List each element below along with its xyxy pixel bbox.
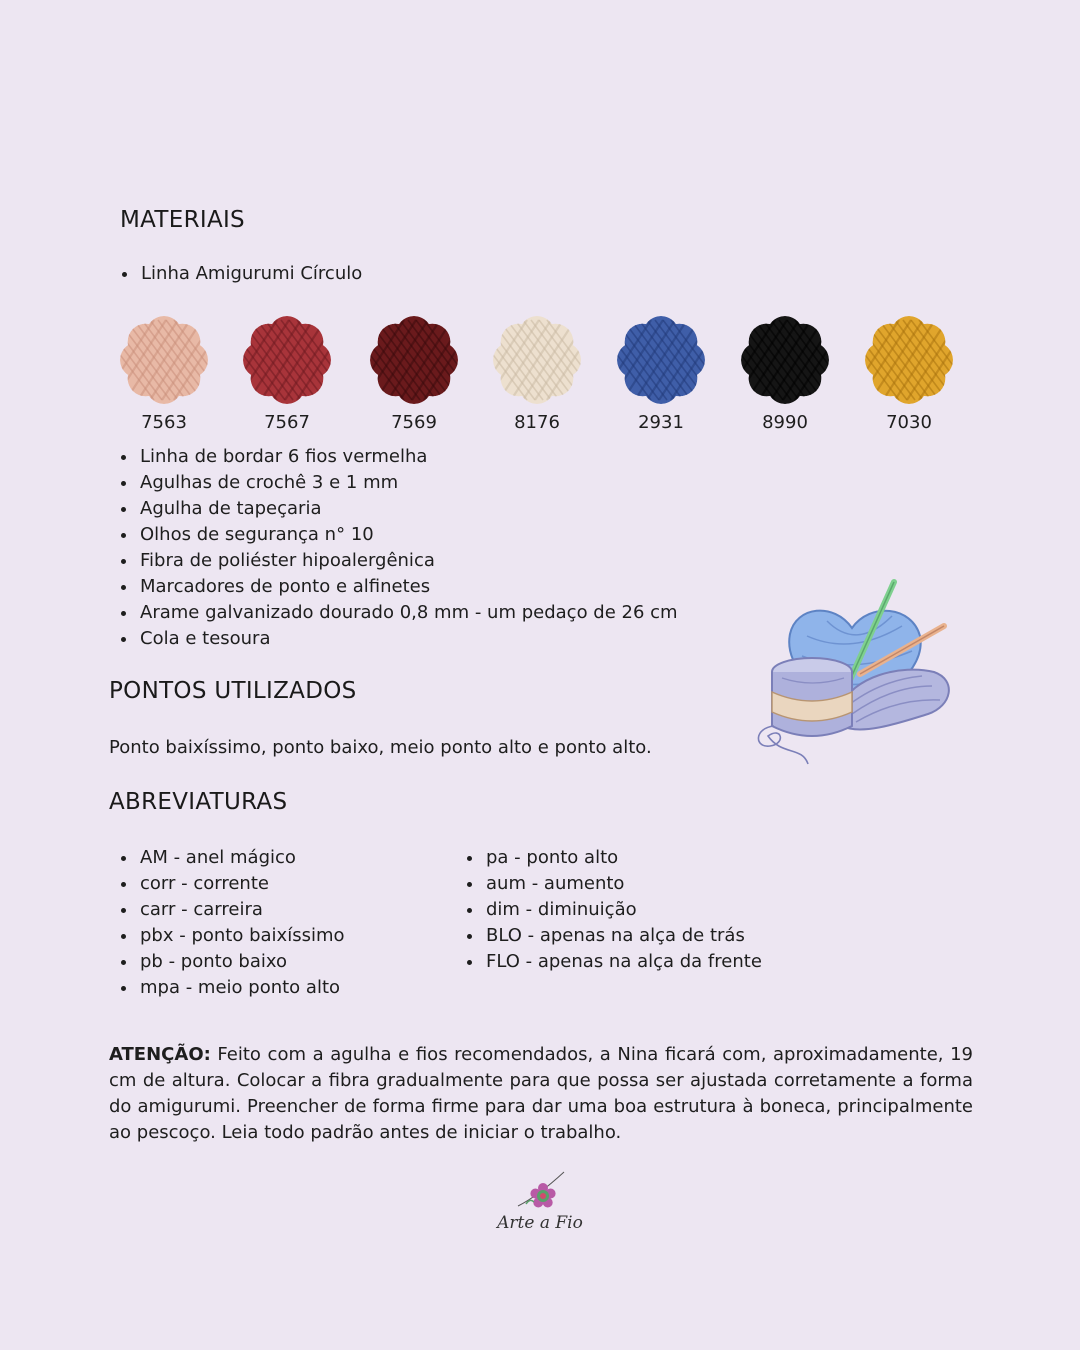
abbreviations-title: ABREVIATURAS: [109, 789, 288, 815]
yarn-code: 7569: [391, 412, 437, 433]
attention-paragraph: [109, 1042, 973, 1146]
abbreviation-item: dim - diminuição: [455, 897, 762, 923]
materials-item: Cola e tesoura: [109, 626, 678, 652]
yarn-ball-icon: [118, 314, 210, 406]
abbreviation-item: AM - anel mágico: [109, 845, 345, 871]
stitches-text: Ponto baixíssimo, ponto baixo, meio ponto alto e ponto alto.: [109, 737, 652, 758]
yarn-code: 7030: [886, 412, 932, 433]
stitches-title: PONTOS UTILIZADOS: [109, 678, 357, 704]
yarn-ball-icon: [491, 314, 583, 406]
yarn-ball-icon: [739, 314, 831, 406]
yarn-swatch: [489, 314, 585, 433]
abbreviation-item: FLO - apenas na alça da frente: [455, 949, 762, 975]
materials-item: Linha de bordar 6 fios vermelha: [109, 444, 678, 470]
yarn-list: [110, 261, 362, 287]
materials-item: Marcadores de ponto e alfinetes: [109, 574, 678, 600]
yarn-code: 7563: [141, 412, 187, 433]
attention-label: ATENÇÃO:: [109, 1044, 211, 1065]
materials-item: Agulha de tapeçaria: [109, 496, 678, 522]
abbreviation-item: corr - corrente: [109, 871, 345, 897]
abbreviation-item: mpa - meio ponto alto: [109, 975, 345, 1001]
yarn-ball-icon: [241, 314, 333, 406]
yarn-swatch: [861, 314, 957, 433]
materials-item: Arame galvanizado dourado 0,8 mm - um pedaço de 26 cm: [109, 600, 678, 626]
materials-list: [109, 444, 678, 652]
abbreviations-right-list: [455, 845, 762, 975]
materials-item: Fibra de poliéster hipoalergênica: [109, 548, 678, 574]
yarn-swatches: [116, 314, 956, 438]
abbreviations-left-list: [109, 845, 345, 1001]
abbreviation-item: BLO - apenas na alça de trás: [455, 923, 762, 949]
yarn-item: Linha Amigurumi Círculo: [110, 261, 362, 287]
yarn-code: 8176: [514, 412, 560, 433]
yarn-code: 7567: [264, 412, 310, 433]
abbreviation-item: carr - carreira: [109, 897, 345, 923]
yarn-swatch: [366, 314, 462, 433]
abbreviation-item: pa - ponto alto: [455, 845, 762, 871]
yarn-ball-icon: [863, 314, 955, 406]
yarn-swatch: [613, 314, 709, 433]
abbreviation-item: pb - ponto baixo: [109, 949, 345, 975]
yarn-and-hooks-illustration: [752, 576, 957, 774]
materials-item: Agulhas de crochê 3 e 1 mm: [109, 470, 678, 496]
yarn-swatch: [116, 314, 212, 433]
yarn-code: 2931: [638, 412, 684, 433]
materials-title: MATERIAIS: [120, 207, 245, 233]
logo: [488, 1168, 592, 1234]
yarn-ball-icon: [368, 314, 460, 406]
yarn-ball-icon: [615, 314, 707, 406]
flower-icon: [488, 1168, 592, 1234]
attention-text: Feito com a agulha e fios recomendados, a Nina ficará com, aproximadamente, 19 cm de altura. Colocar a fibra gradualmente para que possa ser ajustada corretamente a forma do amigurumi. Preencher de forma firme para dar uma boa estrutura à boneca, principalmente ao pescoço. Leia todo padrão antes de iniciar o trabalho.: [109, 1044, 973, 1143]
abbreviation-item: aum - aumento: [455, 871, 762, 897]
yarn-swatch: [239, 314, 335, 433]
yarn-code: 8990: [762, 412, 808, 433]
yarn-swatch: [737, 314, 833, 433]
materials-item: Olhos de segurança n° 10: [109, 522, 678, 548]
abbreviation-item: pbx - ponto baixíssimo: [109, 923, 345, 949]
logo-text: Arte a Fio: [497, 1213, 583, 1233]
